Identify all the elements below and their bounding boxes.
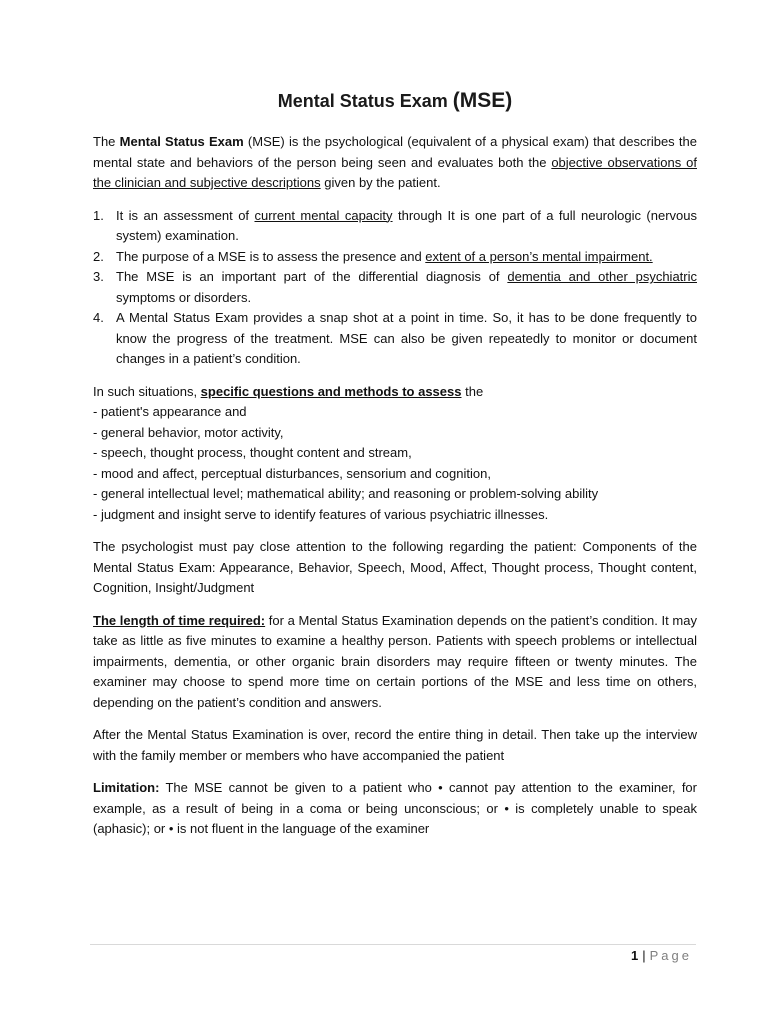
- components-paragraph: The psychologist must pay close attention to the following regarding the patient: Components of the Mental Status Exam: Appearance, Behavior, Speech, Mood, Affect, Thought process, Thought content, Cognition, Insight/Judgment: [93, 539, 697, 595]
- limitation-heading: Limitation:: [93, 780, 160, 795]
- intro-bold-term: Mental Status Exam: [119, 134, 244, 149]
- page-number: 1: [631, 948, 639, 963]
- list-item: - speech, thought process, thought content and stream,: [93, 445, 412, 460]
- length-heading: The length of time required:: [93, 612, 266, 628]
- page-title: Mental Status Exam (MSE): [277, 89, 513, 112]
- numbered-list: [93, 206, 697, 370]
- limitation-paragraph: Limitation: The MSE cannot be given to a patient who • cannot pay attention to the examiner, for example, as a result of being in a coma or being unconscious; or • is completely unable to speak (aphasic); or • is not fluent in the language of the examiner: [93, 780, 697, 836]
- footer-divider: [90, 944, 696, 945]
- list-item: 4. A Mental Status Exam provides a snap shot at a point in time. So, it has to be done frequently to know the progress of the treatment. MSE can also be given repeatedly to monitor or document changes in a patient’s condition.: [93, 310, 697, 366]
- list-item: 1. It is an assessment of current mental capacity through It is one part of a full neurologic (nervous system) examination.: [93, 207, 697, 243]
- list-item: - mood and affect, perceptual disturbances, sensorium and cognition,: [93, 465, 491, 481]
- after-paragraph: After the Mental Status Examination is over, record the entire thing in detail. Then take up the interview with the family member or members who have accompanied the patient: [93, 727, 697, 763]
- list-item: - patient's appearance and: [93, 404, 247, 419]
- assessment-lead: In such situations, specific questions and methods to assess the: [93, 383, 484, 399]
- list-item: 3. The MSE is an important part of the differential diagnosis of dementia and other psychiatric symptoms or disorders.: [93, 269, 697, 305]
- footer-separator: |: [642, 948, 646, 963]
- length-paragraph: The length of time required: for a Mental Status Examination depends on the patient’s condition. It may take as little as five minutes to examine a healthy person. Patients with speech problems or intellectual impairments, dementia, or other organic brain disorders may require fifteen or twenty minutes. The examiner may choose to spend more time on certain portions of the MSE and less time on others, depending on the patient’s condition and answers.: [93, 612, 697, 710]
- assessment-emphasis: specific questions and methods to assess: [200, 383, 462, 399]
- list-item: - general behavior, motor activity,: [93, 424, 284, 440]
- document-body: [93, 88, 697, 852]
- list-item: - general intellectual level; mathematical ability; and reasoning or problem-solving ability: [93, 486, 599, 501]
- title-abbreviation: (MSE): [452, 89, 513, 112]
- assessment-list: [93, 382, 697, 526]
- intro-underlined-phrase: objective observations of the clinician and subjective descriptions: [93, 154, 697, 190]
- page-footer: [631, 947, 692, 965]
- list-item: - judgment and insight serve to identify features of various psychiatric illnesses.: [93, 506, 549, 522]
- list-item: 2. The purpose of a MSE is to assess the presence and extent of a person’s mental impairment.: [93, 248, 653, 264]
- intro-paragraph: The Mental Status Exam (MSE) is the psychological (equivalent of a physical exam) that describes the mental state and behaviors of the person being seen and evaluates both the objective observations of the clinician and subjective descriptions given by the patient.: [93, 134, 697, 190]
- page-label: Page: [649, 948, 692, 963]
